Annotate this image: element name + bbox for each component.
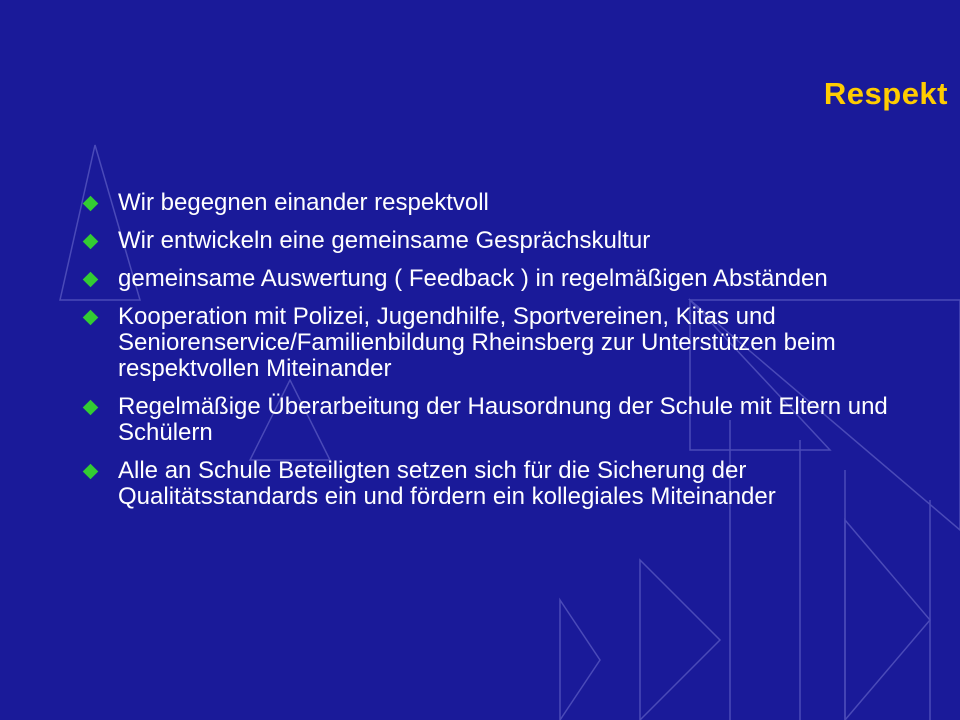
diamond-bullet-icon	[83, 272, 99, 288]
bullet-item	[80, 304, 940, 382]
bullet-item	[80, 228, 940, 254]
deco-triangle-lower-small	[560, 600, 600, 720]
bullet-text: Wir entwickeln eine gemeinsame Gesprächskultur	[118, 227, 651, 254]
deco-triangle-lower	[640, 560, 720, 720]
bullet-text: Kooperation mit Polizei, Jugendhilfe, Sportvereinen, Kitas und Seniorenservice/Familienbildung Rheinsberg zur Unterstützen beim respektvollen Miteinander	[118, 303, 836, 382]
bullet-text: Alle an Schule Beteiligten setzen sich für die Sicherung der Qualitätsstandards ein und fördern ein kollegiales Miteinander	[118, 457, 776, 510]
bullet-item	[80, 266, 940, 292]
bullet-text: Wir begegnen einander respektvoll	[118, 189, 489, 216]
bullet-item	[80, 394, 940, 446]
diamond-bullet-icon	[83, 464, 99, 480]
deco-triangle-right-bottom	[845, 520, 930, 720]
diamond-bullet-icon	[83, 234, 99, 250]
bullet-text: gemeinsame Auswertung ( Feedback ) in regelmäßigen Abständen	[118, 265, 828, 292]
bullet-text: Regelmäßige Überarbeitung der Hausordnung der Schule mit Eltern und Schülern	[118, 393, 888, 446]
diamond-bullet-icon	[83, 400, 99, 416]
bullet-item	[80, 190, 940, 216]
bullet-list	[80, 190, 940, 522]
diamond-bullet-icon	[83, 310, 99, 326]
slide-title: Respekt	[823, 76, 948, 111]
diamond-bullet-icon	[83, 196, 99, 212]
bullet-item	[80, 458, 940, 510]
